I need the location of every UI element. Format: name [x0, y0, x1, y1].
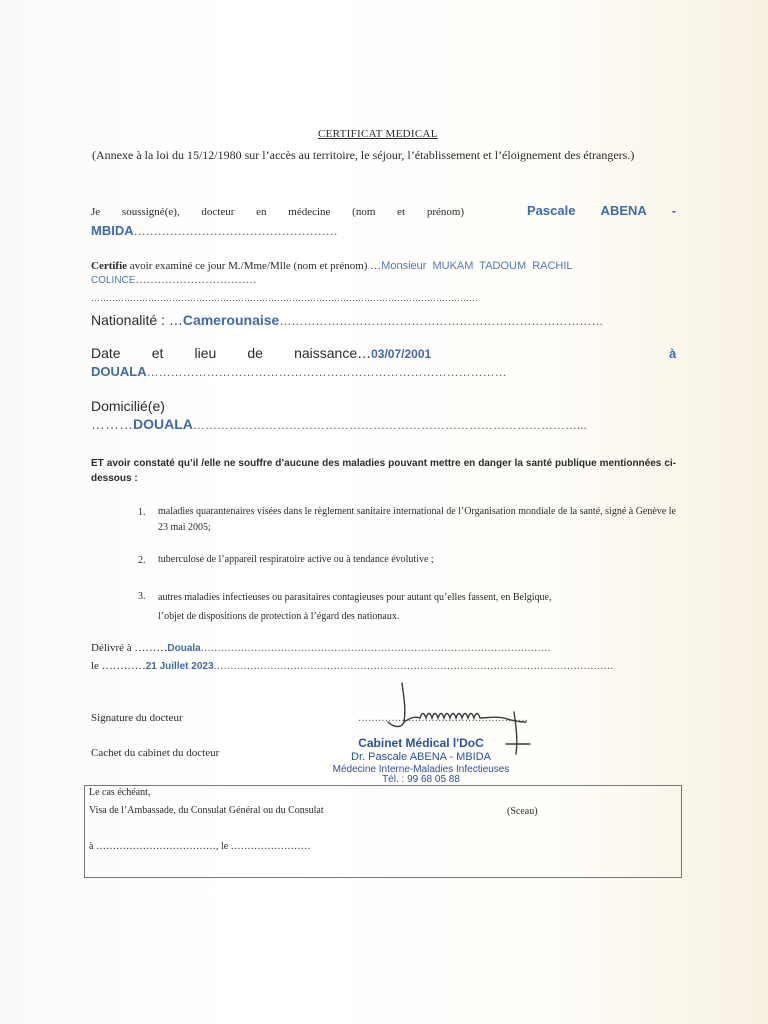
patient-dots1: ……………………………: [135, 274, 257, 286]
nationality-label: Nationalité : …: [91, 312, 183, 328]
declarant-prefix: Je soussigné(e), docteur en médecine (nom et prénom): [91, 206, 465, 218]
date-label: le …………: [91, 660, 146, 672]
certify-text: avoir examiné ce jour M./Mme/Mlle (nom et prénom) …: [129, 260, 382, 272]
doctor-name-line2: MBIDA: [91, 223, 134, 238]
patient-dots2: …………………………………………………………………………………………………………………: [91, 293, 478, 303]
signature-dots: ……………………………………………: [358, 713, 528, 724]
birth-label: Date et lieu de naissance…: [91, 345, 372, 361]
doctor-dots: ……………………………………………: [133, 224, 338, 238]
date-value: 21 Juillet 2023: [145, 661, 214, 672]
certify-line: [91, 260, 573, 272]
domicile-prefix: ………: [91, 416, 133, 432]
domicile-line: [91, 416, 587, 432]
date-dots: …………………………………………………………………………………………………………: [213, 661, 614, 672]
signature-label: Signature du docteur: [91, 712, 183, 724]
date-line: [91, 660, 614, 672]
disease-3-num: 3.: [138, 591, 146, 602]
birth-line: [91, 345, 431, 361]
cachet-label: Cachet du cabinet du docteur: [91, 747, 220, 759]
disease-1-num: 1.: [138, 507, 146, 518]
domicile-dots: ……………………………………………………………………………………...: [192, 418, 587, 432]
delivered-label: Délivré à ………: [91, 642, 168, 654]
domicile-value: DOUALA: [133, 416, 193, 432]
visa-line3: à ………………………………, le ……………………: [89, 841, 311, 852]
birth-dots: ………………………………………………………………………………: [146, 365, 507, 379]
constat-text: ET avoir constaté qu’il /elle ne souffre d’aucune des maladies pouvant mettre en danger la santé publique mentionnées ci-dessous :: [91, 458, 676, 484]
stamp-line2: Dr. Pascale ABENA - MBIDA: [351, 751, 491, 763]
visa-line1: Le cas échéant,: [89, 787, 151, 798]
doctor-name-line2-wrap: [91, 223, 338, 239]
annex-text: (Annexe à la loi du 15/12/1980 sur l’accès au territoire, le séjour, l’établissement et l’éloignement des étrangers.): [92, 148, 635, 162]
certify-label: Certifie: [91, 260, 128, 272]
delivered-line: [91, 642, 551, 654]
disease-2-text: tuberculose de l’appareil respiratoire active ou à tendance évolutive ;: [158, 554, 434, 565]
patient-name-line1: Monsieur MUKAM TADOUM RACHIL: [381, 260, 573, 272]
stamp-line4: Tél. : 99 68 05 88: [382, 774, 460, 785]
doctor-name-line1: Pascale ABENA -: [527, 203, 677, 218]
disease-3-text: autres maladies infectieuses ou parasitaires contagieuses pour autant qu’elles fassent, en Belgique, l’objet de dispositions de protection à l’égard des nationaux.: [158, 592, 552, 622]
disease-2-num: 2.: [138, 555, 146, 566]
patient-name-line2: COLINCE: [91, 275, 136, 286]
domicile-label: Domicilié(e): [91, 398, 165, 414]
visa-seal: (Sceau): [507, 806, 538, 817]
certificate-title: CERTIFICAT MEDICAL: [318, 128, 438, 140]
nationality-value: Camerounaise: [182, 312, 280, 328]
disease-1-text: maladies quarantenaires visées dans le règlement sanitaire international de l’Organisation mondiale de la santé, signé à Genève le 23 mai 2005;: [158, 506, 676, 533]
nationality-dots: ………………………………………………………………………: [279, 314, 604, 328]
visa-line2: Visa de l’Ambassade, du Consulat Général ou du Consulat: [89, 805, 324, 816]
declarant-text: [91, 206, 511, 218]
birth-a: à: [669, 346, 677, 361]
nationality-line: [91, 312, 603, 328]
birth-place-line: [91, 363, 507, 379]
cabinet-stamp: [302, 736, 540, 785]
birth-place: DOUALA: [91, 364, 147, 379]
delivered-dots: ……………………………………………………………………………………………: [200, 643, 551, 654]
patient-line2-wrap: [91, 274, 256, 286]
delivered-place: Douala: [167, 643, 201, 654]
visa-box: [84, 785, 682, 878]
stamp-line3: Médecine Interne-Maladies Infectieuses: [332, 764, 510, 775]
birth-date: 03/07/2001: [371, 347, 432, 361]
stamp-line1: Cabinet Médical l'DoC: [358, 736, 484, 750]
